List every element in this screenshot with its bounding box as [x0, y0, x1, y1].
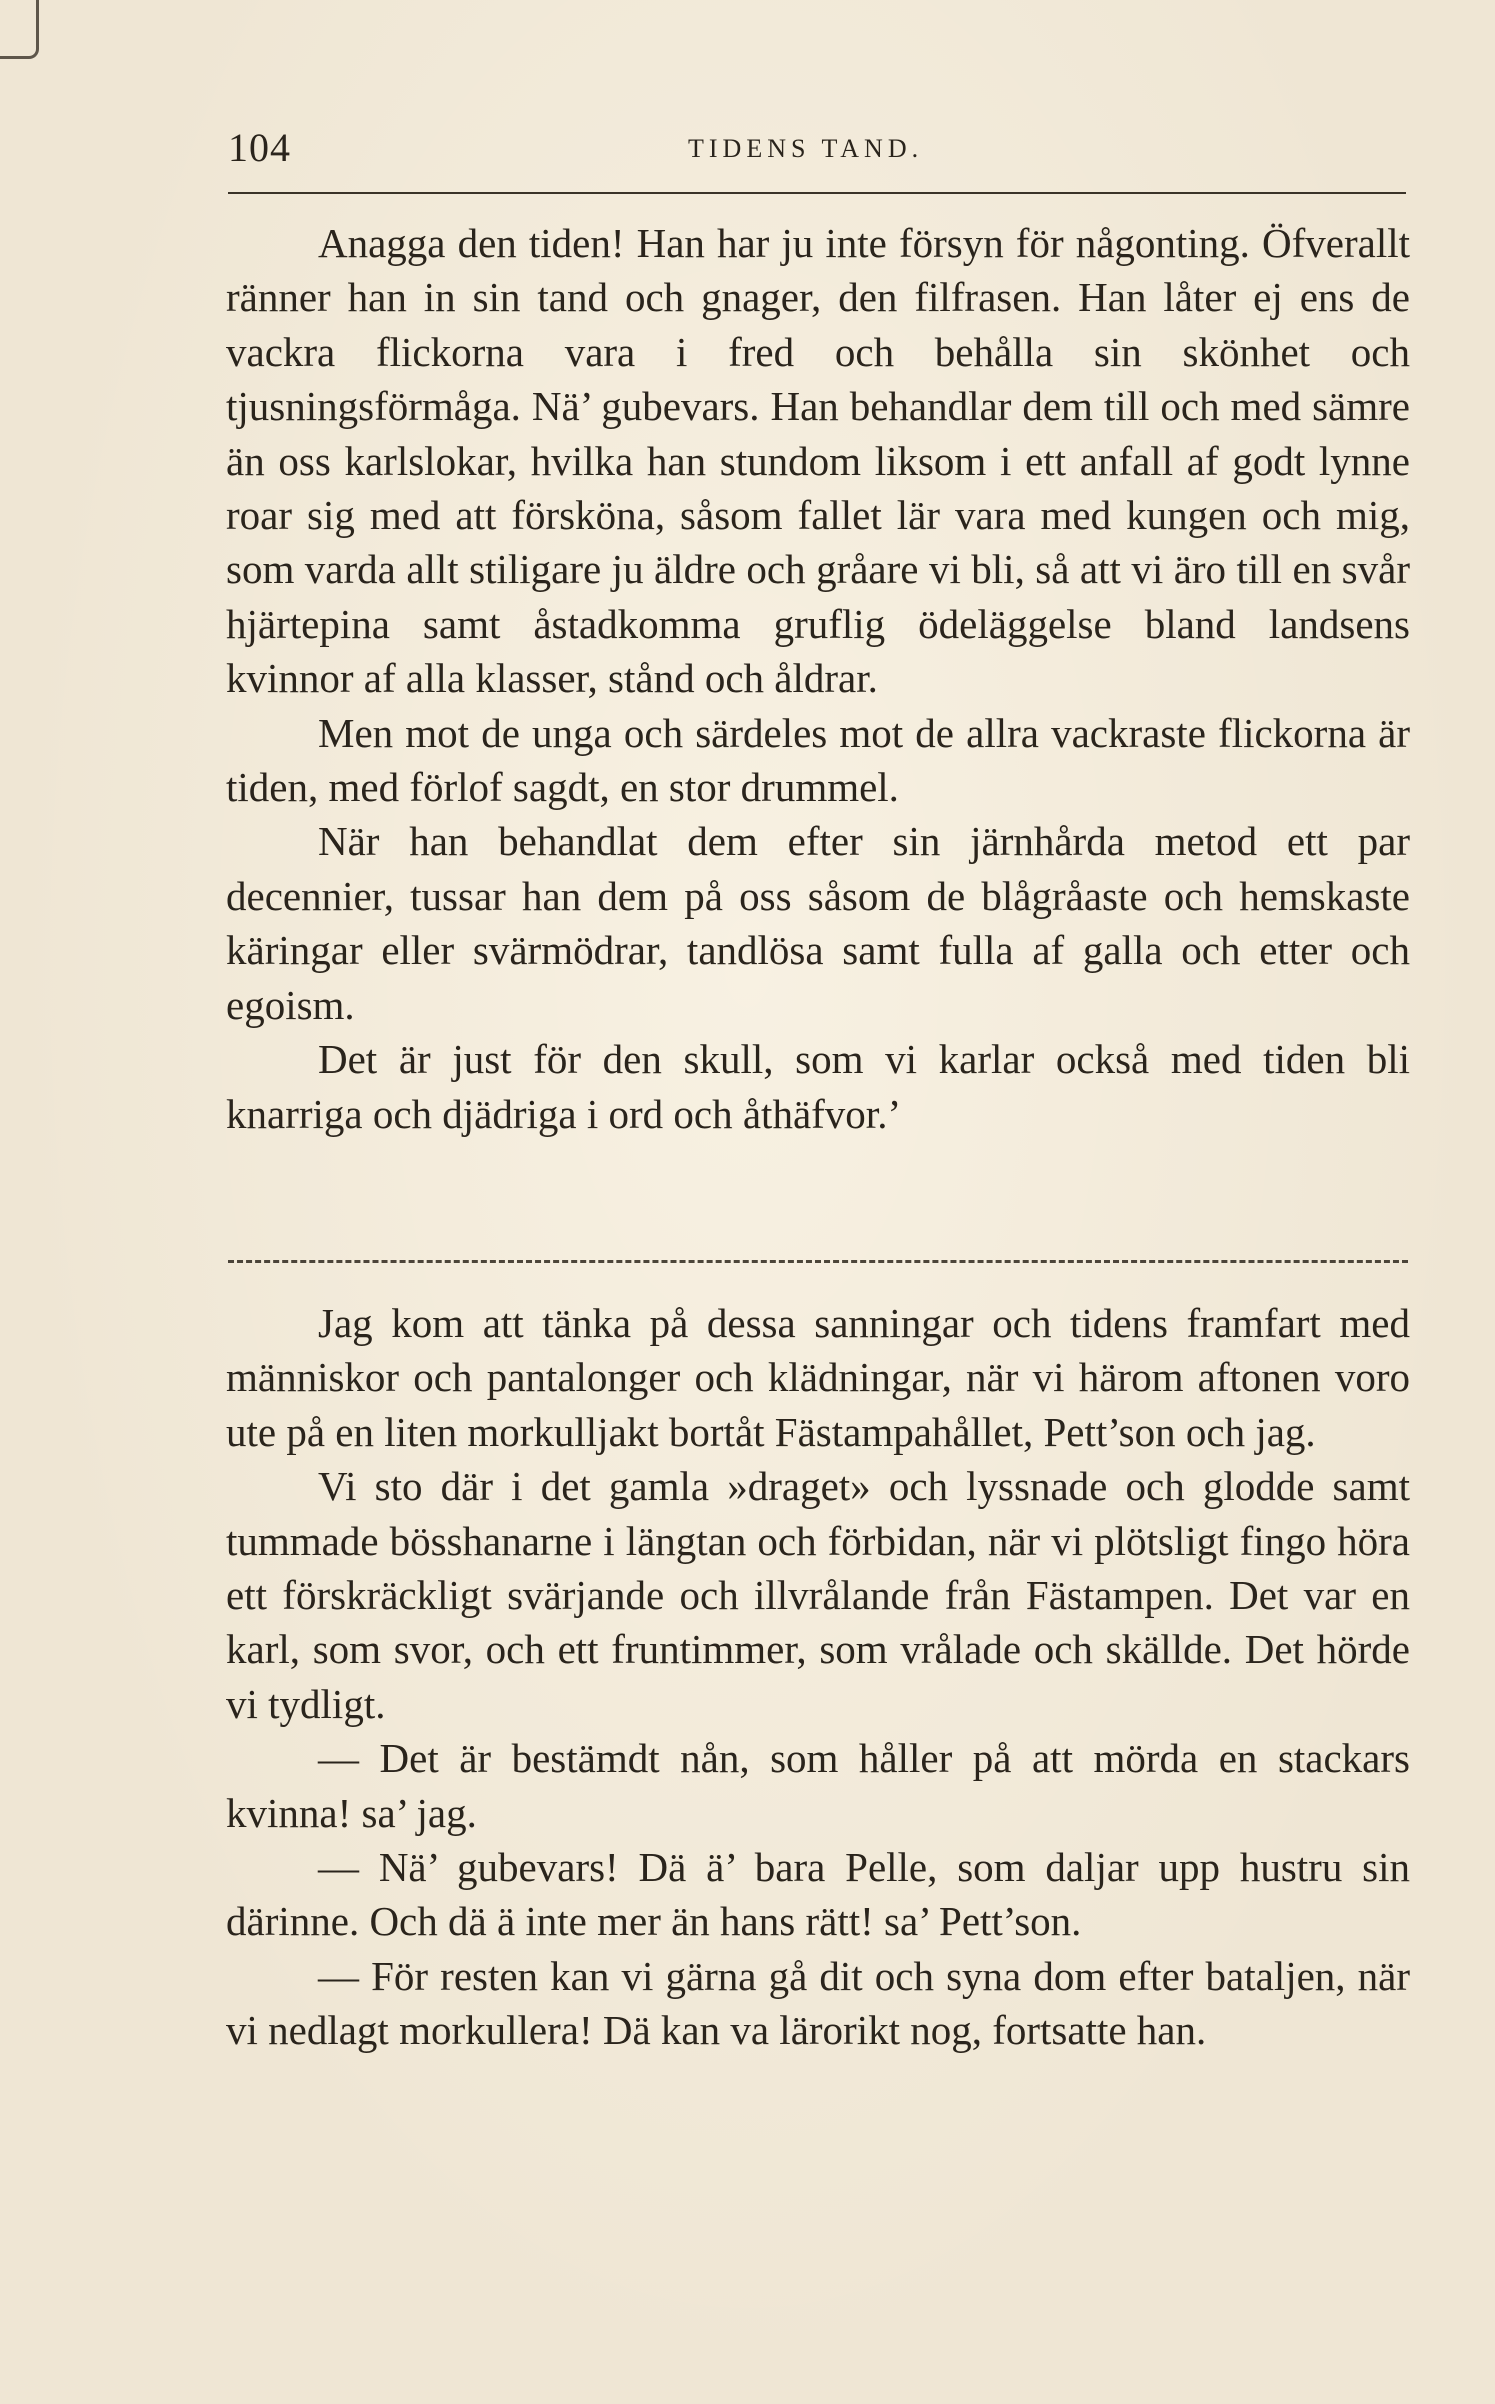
paragraph: När han behandlat dem efter sin järnhårda metod ett par decennier, tussar han dem på oss såsom de blågråaste och hemskaste käringar eller svärmödrar, tandlösa samt fulla af galla och etter och egoism.: [226, 818, 1410, 1028]
page-header: [228, 118, 1406, 194]
section-divider: [228, 1260, 1408, 1267]
paragraph: — För resten kan vi gärna gå dit och syna dom efter bataljen, när vi nedlagt morkullera! Dä kan va lärorikt nog, fortsatte han.: [226, 1952, 1410, 2054]
paragraph: Men mot de unga och särdeles mot de allra vackraste flickorna är tiden, med förlof sagdt, en stor drummel.: [226, 709, 1410, 811]
running-head: TIDENS TAND.: [688, 134, 924, 163]
paragraph: Jag kom att tänka på dessa sanningar och tidens framfart med människor och pantalonger och klädningar, när vi härom aftonen voro ute på en liten morkulljakt bortåt Fästampahållet, Pett’son och jag.: [226, 1300, 1410, 1455]
paragraph: Det är just för den skull, som vi karlar också med tiden bli knarriga och djädriga i ord och åthäfvor.’: [226, 1036, 1410, 1137]
section-2: [226, 1296, 1410, 2058]
paragraph: Vi sto där i det gamla »draget» och lyssnade och glodde samt tummade bösshanarne i längtan och förbidan, när vi plötsligt fingo höra ett förskräckligt svärjande och illvrålande från Fästampen. Det var en karl, som svor, och ett fruntimmer, som vrålade och skällde. Det hörde vi tydligt.: [226, 1463, 1410, 1727]
paragraph: — Det är bestämdt nån, som håller på att mörda en stackars kvinna! sa’ jag.: [226, 1735, 1410, 1836]
paragraph: — Nä’ gubevars! Dä ä’ bara Pelle, som daljar upp hustru sin därinne. Och dä ä inte mer än hans rätt! sa’ Pett’son.: [226, 1844, 1410, 1945]
section-1: [226, 216, 1410, 1141]
paragraph: Anagga den tiden! Han har ju inte försyn för någonting. Öfverallt ränner han in sin tand och gnager, den filfrasen. Han låter ej ens de vackra flickorna vara i fred och behålla sin skönhet och tjusningsförmåga. Nä’ gubevars. Han behandlar dem till och med sämre än oss karlslokar, hvilka han stundom liksom i ett anfall af godt lynne roar sig med att försköna, såsom fallet lär vara med kungen och mig, som varda allt stiligare ju äldre och gråare vi bli, så att vi äro till en svår hjärtepina samt åstadkomma gruflig ödeläggelse bland landsens kvinnor af alla klasser, stånd och åldrar.: [226, 220, 1410, 702]
page-number: 104: [228, 125, 291, 170]
corner-mark: [0, 0, 39, 59]
